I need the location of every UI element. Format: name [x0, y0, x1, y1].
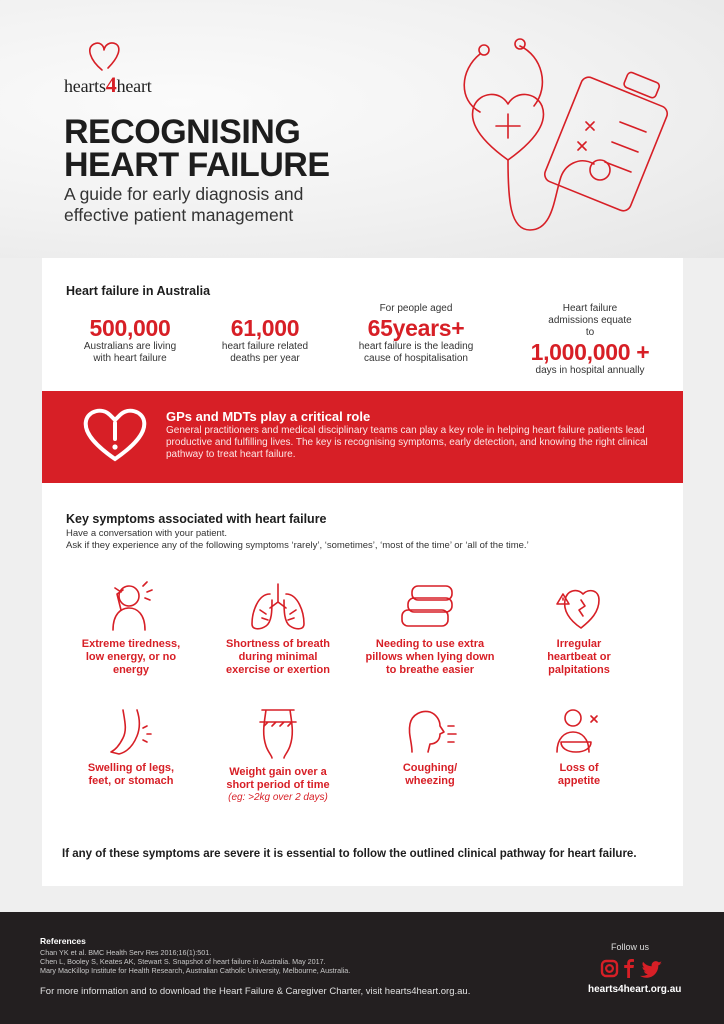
irregular-heart-icon	[551, 580, 607, 632]
gp-mdt-banner	[42, 391, 683, 483]
symptoms-heading: Key symptoms associated with heart failure	[66, 512, 327, 526]
symptoms-instructions: Have a conversation with your patient. Ask if they experience any of the following symptoms ‘rarely’, ‘sometimes’, ‘most of the time’ or ‘all of the time.’	[66, 528, 529, 551]
symptom-weight-gain: Weight gain over a short period of time (eg: >2kg over 2 days)	[203, 706, 353, 804]
weight-gain-icon	[250, 706, 306, 760]
symptom-irregular-heartbeat: Irregular heartbeat or palpitations	[504, 580, 654, 677]
lungs-icon	[248, 580, 308, 632]
pillows-icon	[398, 580, 462, 632]
footer	[0, 912, 724, 1024]
symptom-shortness-of-breath: Shortness of breath during minimal exercise or exertion	[203, 580, 353, 677]
symptom-loss-of-appetite: Loss of appetite	[504, 706, 654, 788]
stat-australians-living: 500,000 Australians are living with heart failure	[83, 315, 177, 364]
page-subtitle: A guide for early diagnosis and effective patient management	[64, 184, 304, 225]
stats-heading: Heart failure in Australia	[66, 284, 211, 298]
loss-of-appetite-icon	[551, 706, 607, 756]
references-list: Chan YK et al. BMC Health Serv Res 2016;16(1):501. Chen L, Booley S, Keates AK, Stewart S. Snapshot of heart failure in Australia. May 2017. Mary MacKillop Institute for Health Research, Australian Catholic University, Melbourne, Australia.	[40, 948, 351, 975]
stethoscope-clipboard-icon	[450, 30, 690, 250]
stat-deaths-per-year: 61,000 heart failure related deaths per year	[221, 315, 309, 364]
symptom-tiredness: Extreme tiredness, low energy, or no energy	[56, 580, 206, 677]
closing-statement: If any of these symptoms are severe it is essential to follow the outlined clinical pathway for heart failure.	[62, 848, 637, 860]
references-heading: References	[40, 936, 86, 946]
symptom-coughing: Coughing/ wheezing	[355, 706, 505, 788]
instagram-icon[interactable]	[602, 961, 617, 976]
symptom-swelling: Swelling of legs, feet, or stomach	[56, 706, 206, 788]
heart-alert-icon	[80, 403, 150, 465]
follow-us-label: Follow us	[610, 942, 649, 952]
logo-wordmark[interactable]: hearts4heart	[64, 72, 152, 97]
website-link[interactable]: hearts4heart.org.au	[588, 984, 682, 995]
symptom-extra-pillows: Needing to use extra pillows when lying down to breathe easier	[355, 580, 505, 677]
facebook-icon[interactable]	[624, 959, 634, 978]
page-title: RECOGNISING HEART FAILURE	[64, 113, 330, 184]
twitter-icon[interactable]	[640, 961, 662, 978]
banner-text: General practitioners and medical disciplinary teams can play a key role in helping heart failure patients lead productive and fulfilling lives. The key is recognising symptoms, early detection, and knowing the right clinical pathway to treat heart failure.	[166, 425, 648, 460]
social-icons	[600, 958, 664, 980]
tired-person-icon	[103, 580, 159, 632]
coughing-icon	[400, 706, 460, 756]
banner-title: GPs and MDTs play a critical role	[166, 409, 371, 424]
more-info-text: For more information and to download the Heart Failure & Caregiver Charter, visit hearts4heart.org.au.	[40, 986, 471, 997]
stat-hospital-days: Heart failure admissions equate to 1,000,000 + days in hospital annually	[530, 303, 650, 376]
swollen-leg-icon	[103, 706, 159, 756]
stat-aged-65: For people aged 65years+ heart failure is the leading cause of hospitalisation	[358, 303, 474, 364]
